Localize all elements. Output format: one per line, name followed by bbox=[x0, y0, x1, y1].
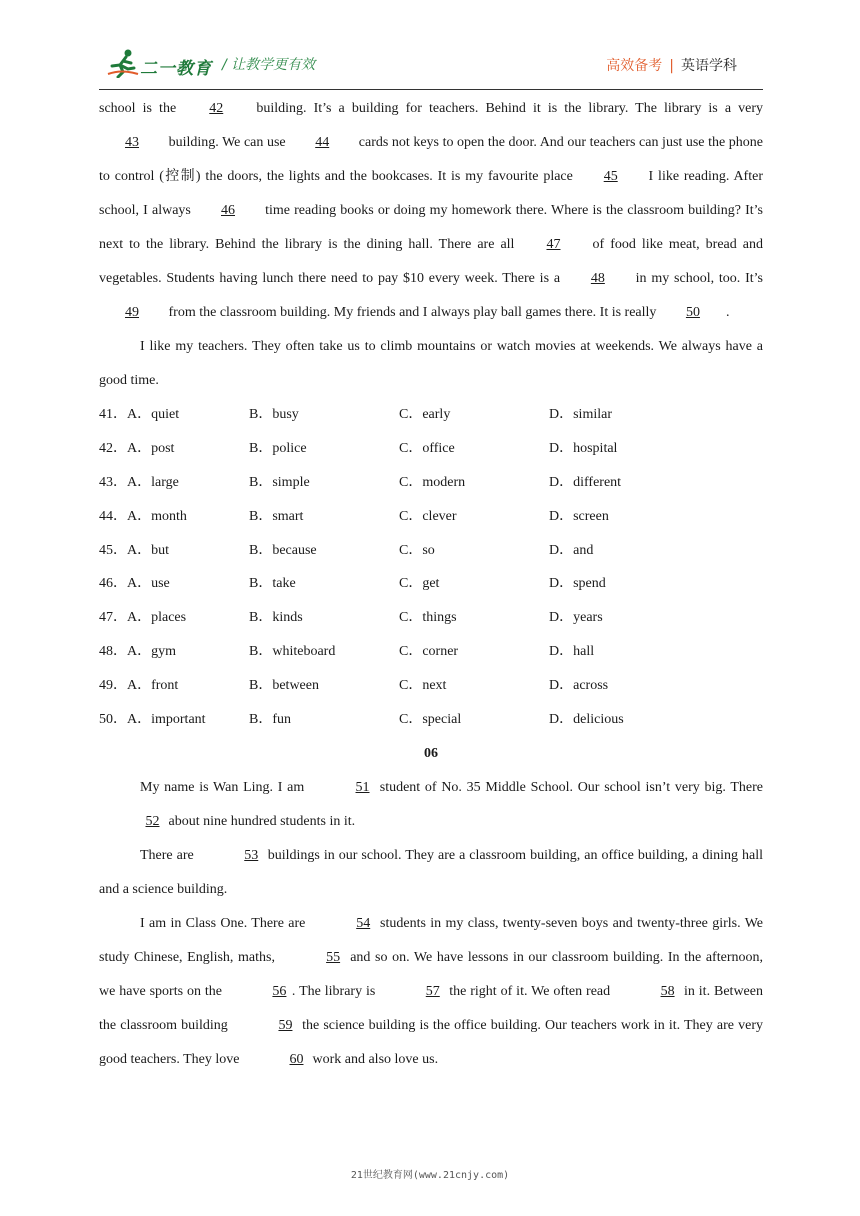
passage1-paragraph1 bbox=[99, 92, 763, 330]
answer-blank: 60 bbox=[289, 1051, 304, 1067]
passage-text: My name is Wan Ling. I am bbox=[140, 779, 310, 795]
page-footer: 21世纪教育网(www.21cnjy.com) bbox=[350, 1170, 510, 1181]
option-row bbox=[99, 669, 763, 703]
document-body bbox=[99, 92, 763, 1077]
passage-text: of food like meat, bread and vegetables. Students having lunch there need to pay $10 every week. There is a bbox=[99, 237, 763, 286]
option-choice: C．next bbox=[399, 678, 447, 694]
option-choice: C．get bbox=[399, 576, 440, 592]
option-choice: 41．A．quiet bbox=[99, 407, 180, 422]
option-choice: C．clever bbox=[399, 508, 457, 524]
logo bbox=[106, 48, 231, 82]
passage-text: I like reading. After school, I always bbox=[99, 169, 763, 218]
passage2-paragraph3 bbox=[99, 907, 763, 1077]
option-choice: B．because bbox=[249, 542, 317, 558]
option-choice: 45．A．but bbox=[99, 542, 169, 558]
answer-blank: 53 bbox=[244, 847, 259, 863]
option-row bbox=[99, 398, 763, 432]
option-choice: 44．A．month bbox=[99, 508, 187, 524]
option-choice: D．hall bbox=[549, 644, 595, 660]
option-choice: D．different bbox=[549, 474, 622, 490]
option-row bbox=[99, 703, 763, 737]
answer-blank: 55 bbox=[326, 949, 341, 965]
header-tag-exam: 高效备考 bbox=[606, 58, 663, 74]
option-choice: 48．A．gym bbox=[99, 644, 176, 660]
passage-text: buildings in our school. They are a classroom building, an office building, a dining hall and a science building. bbox=[99, 847, 764, 897]
option-choice: 42．A．post bbox=[99, 440, 175, 456]
header-separator: | bbox=[669, 58, 674, 74]
passage1-paragraph2: I like my teachers. They often take us to climb mountains or watch movies at weekends. We always have a good time. bbox=[99, 339, 763, 388]
passage-text: in it. Between the classroom building bbox=[99, 983, 763, 1033]
option-row bbox=[99, 466, 763, 500]
option-row bbox=[99, 432, 763, 466]
header-slogan: / 让教学更有效 bbox=[222, 57, 316, 73]
header-tag-subject: 英语学科 bbox=[681, 58, 737, 74]
answer-blank: 50 bbox=[685, 305, 700, 320]
passage-text: about nine hundred students in it. bbox=[165, 813, 356, 829]
option-choice: D．spend bbox=[549, 576, 606, 592]
answer-blank: 54 bbox=[356, 915, 371, 931]
option-choice: C．office bbox=[399, 440, 455, 456]
answer-blank: 46 bbox=[221, 203, 235, 218]
option-row bbox=[99, 500, 763, 534]
passage-text: building. We can use bbox=[165, 135, 290, 150]
answer-blank: 58 bbox=[660, 983, 675, 999]
option-choice: 47．A．places bbox=[99, 610, 187, 626]
runner-logo-icon bbox=[106, 48, 140, 78]
section-title: 06 bbox=[424, 745, 438, 761]
passage-text: from the classroom building. My friends and I always play ball games there. It is really bbox=[165, 305, 660, 320]
answer-blank: 42 bbox=[209, 101, 224, 116]
option-choice: B．whiteboard bbox=[249, 644, 336, 660]
passage-text: in my school, too. It’s bbox=[630, 271, 763, 286]
passage2-paragraph2 bbox=[99, 839, 763, 907]
passage-text: students in my class, twenty-seven boys and twenty-three girls. We study Chinese, English, maths, bbox=[99, 915, 764, 965]
header-tags bbox=[606, 55, 737, 75]
answer-blank: 51 bbox=[355, 779, 370, 795]
option-row bbox=[99, 567, 763, 601]
option-choice: B．simple bbox=[249, 474, 310, 490]
option-choice: D．across bbox=[549, 678, 609, 694]
passage-text: time reading books or doing my homework there. Where is the classroom building? It’s next to the library. Behind the library is the dining hall. There are all bbox=[99, 203, 764, 252]
header-divider bbox=[99, 89, 763, 90]
option-choice: C．things bbox=[399, 610, 457, 626]
option-row bbox=[99, 534, 763, 568]
option-choice: B．kinds bbox=[249, 610, 303, 626]
answer-blank: 48 bbox=[590, 271, 605, 286]
option-choice: B．take bbox=[249, 576, 296, 592]
option-choice: D．delicious bbox=[549, 712, 624, 728]
passage-text: . bbox=[725, 305, 730, 320]
page-header bbox=[0, 0, 860, 92]
option-choice: C．early bbox=[399, 407, 451, 422]
option-choice: C．so bbox=[399, 542, 435, 558]
answer-blank: 57 bbox=[425, 983, 440, 999]
passage-text: the right of it. We often read bbox=[445, 983, 615, 999]
passage-text: student of No. 35 Middle School. Our school isn’t very big. There bbox=[375, 779, 763, 795]
answer-blank: 45 bbox=[603, 169, 618, 184]
option-choice: D．years bbox=[549, 610, 603, 626]
option-choice: 46．A．use bbox=[99, 576, 170, 592]
option-row bbox=[99, 601, 763, 635]
option-choice: 49．A．front bbox=[99, 678, 179, 694]
passage-text: I am in Class One. There are bbox=[140, 915, 310, 931]
passage-text: the science building is the office building. Our teachers work in it. They are very good teachers. They love bbox=[99, 1017, 763, 1067]
passage-text: . The library is bbox=[291, 983, 380, 999]
option-choice: C．modern bbox=[399, 474, 466, 490]
option-choice: B．busy bbox=[249, 407, 299, 422]
option-row bbox=[99, 635, 763, 669]
option-choice: C．special bbox=[399, 712, 462, 728]
option-choice: B．smart bbox=[249, 508, 304, 524]
answer-blank: 49 bbox=[125, 305, 139, 320]
passage-text: building. It’s a building for teachers. Behind it is the library. The library is a very bbox=[249, 101, 764, 116]
passage-text: There are bbox=[140, 847, 198, 863]
logo-text: 二一教育 bbox=[140, 59, 212, 79]
passage2-paragraph1 bbox=[99, 771, 763, 839]
passage-text: cards not keys to open the door. And our teachers can just use the phone to control (控制) the doors, the lights and the bookcases. It is my favourite place bbox=[99, 135, 763, 184]
option-choice: C．corner bbox=[399, 644, 459, 660]
option-choice: D．screen bbox=[549, 508, 609, 524]
options-list bbox=[99, 398, 763, 737]
option-choice: B．fun bbox=[249, 712, 291, 728]
answer-blank: 47 bbox=[546, 237, 561, 252]
answer-blank: 59 bbox=[278, 1017, 293, 1033]
answer-blank: 43 bbox=[125, 135, 139, 150]
answer-blank: 56 bbox=[272, 983, 287, 999]
option-choice: D．hospital bbox=[549, 440, 618, 456]
option-choice: B．police bbox=[249, 440, 307, 456]
passage-text: work and also love us. bbox=[308, 1051, 439, 1067]
option-choice: B．between bbox=[249, 678, 319, 694]
option-choice: 43．A．large bbox=[99, 474, 179, 490]
answer-blank: 52 bbox=[145, 813, 160, 829]
option-choice: 50．A．important bbox=[99, 712, 206, 728]
answer-blank: 44 bbox=[315, 135, 330, 150]
option-choice: D．and bbox=[549, 542, 594, 558]
passage-text: school is the bbox=[99, 101, 184, 116]
option-choice: D．similar bbox=[549, 407, 612, 422]
passage-text: and so on. We have lessons in our classroom building. In the afternoon, we have sports on the bbox=[99, 949, 763, 999]
